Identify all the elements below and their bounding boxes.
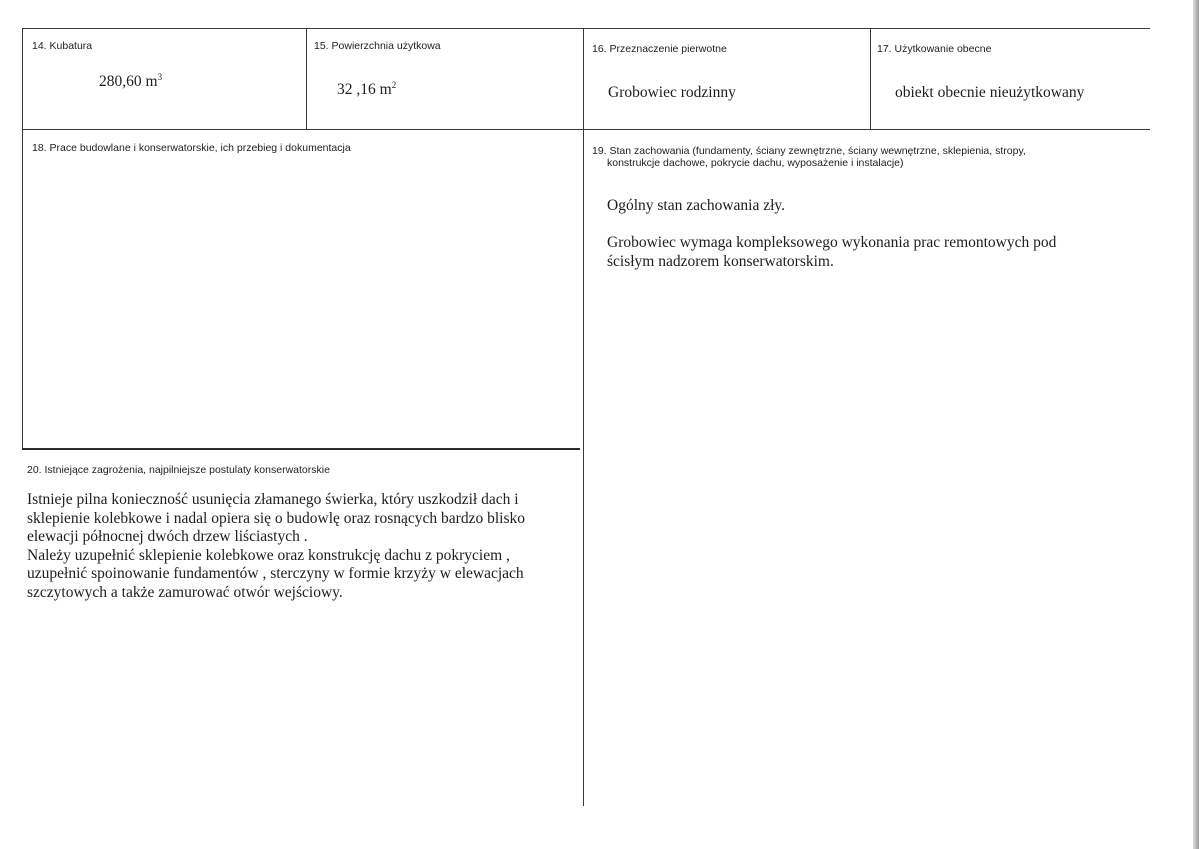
kubatura-label: 14. Kubatura <box>32 40 93 52</box>
stan-label-line1: 19. Stan zachowania (fundamenty, ściany zewnętrzne, ściany wewnętrzne, sklepienia, stropy, <box>592 145 1026 157</box>
divider-14-15 <box>306 28 307 129</box>
zagrozenia-line: uzupełnić spoinowanie fundamentów , sterczyny w formie krzyży w elewacjach <box>27 565 524 582</box>
przeznaczenie-value: Grobowiec rodzinny <box>608 84 736 101</box>
zagrozenia-line: szczytowych a także zamurować otwór wejściowy. <box>27 583 343 601</box>
powierzchnia-value: 32 ,16 $m^2$ <box>337 80 397 98</box>
przeznaczenie-label: 16. Przeznaczenie pierwotne <box>592 43 727 55</box>
row1-bottom-border <box>22 129 1150 130</box>
stan-paragraph-1: Ogólny stan zachowania zły. <box>607 197 786 214</box>
main-vertical-divider <box>583 28 584 806</box>
uzytkowanie-label: 17. Użytkowanie obecne <box>877 43 992 55</box>
zagrozenia-line: Należy uzupełnić sklepienie kolebkowe oraz konstrukcję dachu z pokryciem , <box>27 546 510 564</box>
uzytkowanie-value: obiekt obecnie nieużytkowany <box>895 84 1085 101</box>
left-border <box>22 28 23 450</box>
kubatura-unit-exponent: 3 <box>157 72 163 82</box>
powierzchnia-unit-exponent: 2 <box>391 80 397 90</box>
zagrozenia-line: sklepienie kolebkowe i nadal opiera się o budowlę oraz rosnących bardzo blisko <box>27 509 525 527</box>
zagrozenia-text <box>27 491 525 602</box>
powierzchnia-label: 15. Powierzchnia użytkowa <box>314 40 441 52</box>
zagrozenia-line: Istnieje pilna konieczność usunięcia złamanego świerka, który uszkodził dach i <box>27 491 519 508</box>
zagrozenia-line: elewacji północnej dwóch drzew liściastych . <box>27 528 308 545</box>
divider-16-17 <box>870 28 871 129</box>
kubatura-value: 280,60 $m^3$ <box>99 72 163 90</box>
prace-label: 18. Prace budowlane i konserwatorskie, ich przebieg i dokumentacja <box>32 142 351 154</box>
top-border <box>22 28 1150 29</box>
stan-paragraph-2-line2: ścisłym nadzorem konserwatorskim. <box>607 253 834 270</box>
scan-edge-shadow <box>1193 0 1199 849</box>
zagrozenia-label: 20. Istniejące zagrożenia, najpilniejsze postulaty konserwatorskie <box>27 464 330 476</box>
stan-paragraph-2-line1: Grobowiec wymaga kompleksowego wykonania prac remontowych pod <box>607 234 1057 251</box>
stan-label-line2: konstrukcje dachowe, pokrycie dachu, wyposażenie i instalacje) <box>607 157 904 169</box>
section-20-top-border <box>22 448 580 450</box>
